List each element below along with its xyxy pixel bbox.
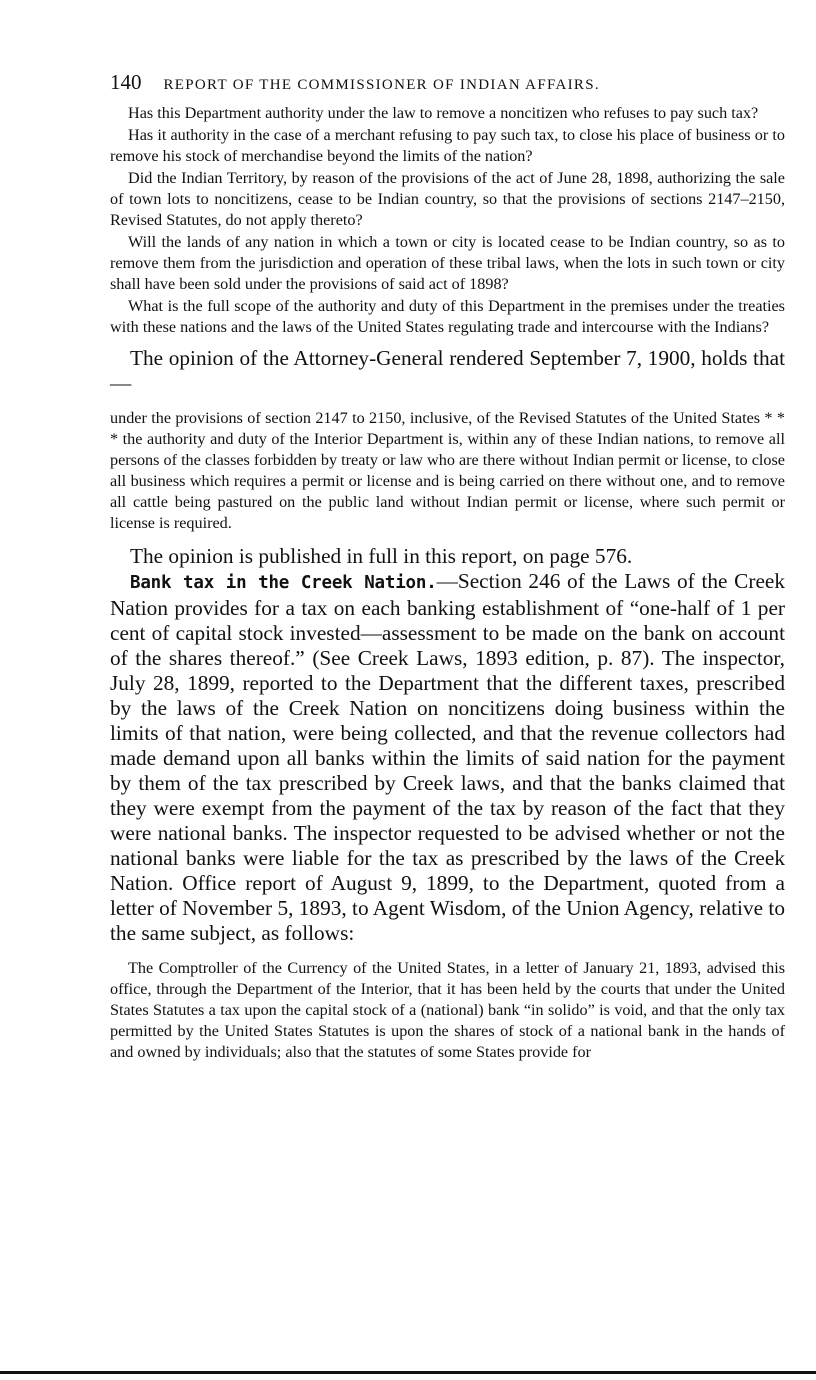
comptroller-quote: The Comptroller of the Currency of the United States, in a letter of January 21, 1893, advised this office, through the Department of the Interior, that it has been held by the courts that under the United States Statutes a tax upon the capital stock of a (national) bank “in solido” is void, and that the only tax permitted by the United States Statutes is upon the shares of stock of a national bank in the hands of and owned by individuals; also that the statutes of some States provide for (110, 959, 785, 1061)
running-title: REPORT OF THE COMMISSIONER OF INDIAN AFFAIRS. (163, 77, 600, 93)
page-bottom-rule (0, 1371, 816, 1374)
bank-tax-heading: Bank tax in the Creek Nation. (130, 573, 437, 593)
question-paragraph: Did the Indian Territory, by reason of the provisions of the act of June 28, 1898, authorizing the sale of town lots to noncitizens, cease to be Indian country, so that the provisions of sections 2147–2150, Revised Statutes, do not apply thereto? (110, 169, 785, 229)
question-paragraph: Has this Department authority under the law to remove a noncitizen who refuses to pay such tax? (128, 104, 759, 122)
bank-tax-body: —Section 246 of the Laws of the Creek Nation provides for a tax on each banking establishment of “one-half of 1 per cent of capital stock invested—assessment to be made on the bank on account of the shares thereof.” (See Creek Laws, 1893 edition, p. 87). The inspector, July 28, 1899, reported to the Department that the different taxes, prescribed by the laws of the Creek Nation on noncitizens doing business within the limits of that nation, were being collected, and that the revenue collectors had made demand upon all banks within the limits of said nation for the payment by them of the tax prescribed by Creek laws, and that the banks claimed that they were exempt from the payment of the tax by reason of the fact that they were national banks. The inspector requested to be advised whether or not the national banks were liable for the tax as prescribed by the laws of the Creek Nation. Office report of August 9, 1899, to the Department, quoted from a letter of November 5, 1893, to Agent Wisdom, of the Union Agency, relative to the same subject, as follows: (110, 569, 785, 945)
bank-tax-paragraph (110, 569, 785, 946)
opinion-intro: The opinion of the Attorney-General rendered September 7, 1900, holds that— (110, 346, 785, 395)
running-head (110, 70, 785, 95)
comptroller-quote-block (110, 958, 785, 1063)
page-number: 140 (110, 70, 142, 94)
opinion-quote-block (110, 408, 785, 534)
question-paragraph: Will the lands of any nation in which a town or city is located cease to be Indian country, so as to remove them from the jurisdiction and operation of these tribal laws, when the lots in such town or city shall have been sold under the provisions of said act of 1898? (110, 233, 785, 293)
document-page (110, 70, 785, 1063)
published-note: The opinion is published in full in this report, on page 576. (130, 544, 633, 568)
opinion-quote: under the provisions of section 2147 to 2150, inclusive, of the Revised Statutes of the United States * * * the authority and duty of the Interior Department is, within any of these Indian nations, to remove all persons of the classes forbidden by treaty or law who are there without Indian permit or license, to close all business which requires a permit or license and is being carried on there without one, and to remove all cattle being pastured on the public land without Indian permit or license, where such permit or license is required. (110, 409, 785, 532)
question-paragraph: What is the full scope of the authority and duty of this Department in the premises under the treaties with these nations and the laws of the United States regulating trade and intercourse with the Indians? (110, 297, 785, 336)
question-paragraph: Has it authority in the case of a merchant refusing to pay such tax, to close his place of business or to remove his stock of merchandise beyond the limits of the nation? (110, 126, 785, 165)
questions-block (110, 103, 785, 338)
